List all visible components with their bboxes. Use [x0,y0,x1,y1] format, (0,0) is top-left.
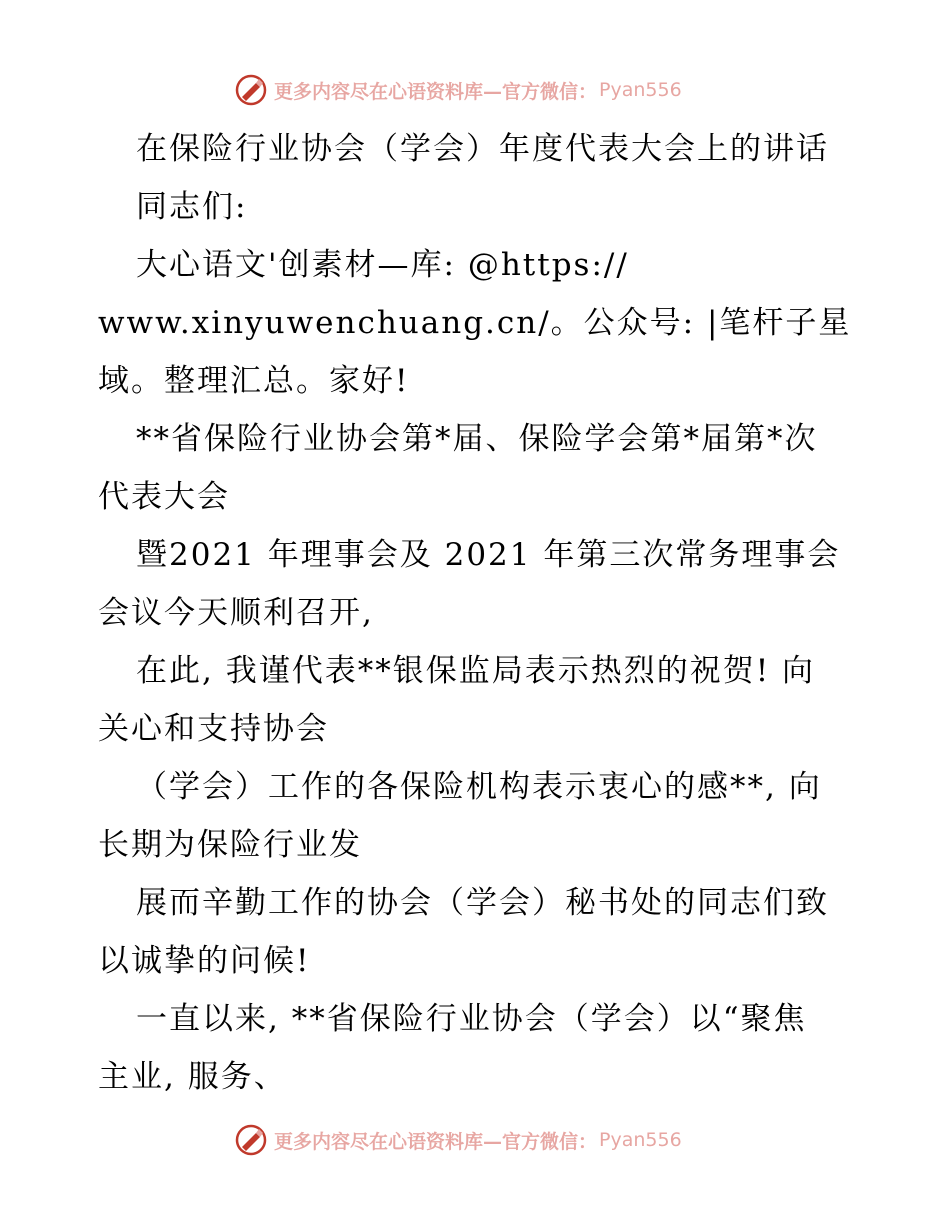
paragraph-line: 大心语文'创素材—库: @https:// [136,247,629,283]
paragraph-line: **省保险行业协会第*届、保险学会第*届第*次 [136,421,818,457]
paragraph-line: 关心和支持协会 [98,711,329,747]
footer-wechat-handle: Pyan556 [599,1129,682,1151]
document-title: 在保险行业协会（学会）年度代表大会上的讲话 [136,131,829,167]
paragraph-line: 暨2021 年理事会及 2021 年第三次常务理事会 [136,537,841,573]
paragraph-line: www.xinyuwenchuang.cn/。公众号: |笔杆子星 [98,305,852,341]
paragraph-line: 在此, 我谨代表**银保监局表示热烈的祝贺! 向 [136,653,816,689]
paragraph-line: （学会）工作的各保险机构表示衷心的感**, 向 [136,769,822,805]
footer-banner-text: 更多内容尽在心语资料库—官方微信： [274,1130,598,1153]
paragraph-line: 域。整理汇总。家好! [98,363,410,399]
paragraph-line: 以诚挚的问候! [98,943,311,979]
document-body [98,120,858,1106]
paragraph-line: 一直以来, **省保险行业协会（学会）以“聚焦 [136,1001,807,1037]
paragraph-line: 展而辛勤工作的协会（学会）秘书处的同志们致 [136,885,829,921]
header-wechat-handle: Pyan556 [599,79,682,101]
footer-banner [234,1122,682,1158]
salutation: 同志们: [136,189,248,225]
brand-logo-icon [234,1123,268,1157]
paragraph-line: 主业, 服务、 [98,1059,287,1095]
header-banner-text: 更多内容尽在心语资料库—官方微信： [274,80,598,103]
paragraph-line: 会议今天顺利召开, [98,595,374,631]
paragraph-line: 代表大会 [98,479,230,515]
header-banner [234,72,682,108]
paragraph-line: 长期为保险行业发 [98,827,362,863]
brand-logo-icon [234,73,268,107]
